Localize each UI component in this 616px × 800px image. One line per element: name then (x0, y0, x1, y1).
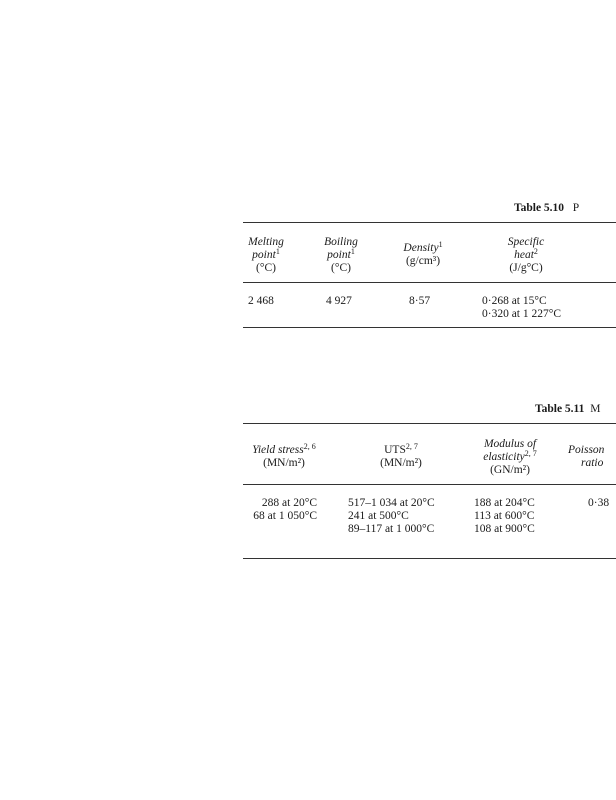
table-5-10-label: Table 5.10 (514, 202, 565, 214)
header-yield-stress (243, 444, 325, 470)
header-specific-line2: heat (514, 249, 534, 261)
header-boiling-line1: Boiling (324, 236, 358, 248)
cell-specific-heat (482, 295, 561, 321)
header-poisson-line2: ratio (581, 457, 604, 469)
header-melting-point (243, 236, 289, 275)
cell-uts-line: 241 at 500°C (348, 510, 409, 522)
header-density-sup: 1 (438, 240, 443, 249)
header-yield-sup: 2, 6 (303, 442, 316, 451)
cell-modulus-line: 108 at 900°C (474, 523, 535, 535)
cell-specific-heat-line: 0·320 at 1 227°C (482, 308, 562, 320)
cell-uts-line: 89–117 at 1 000°C (348, 523, 435, 535)
table-5-11-title: M (590, 403, 601, 415)
header-modulus (474, 438, 546, 477)
header-density-unit: (g/cm³) (405, 255, 441, 267)
cell-modulus-line: 113 at 600°C (474, 510, 535, 522)
header-poisson-line1: Poisson (568, 444, 605, 456)
header-boiling-line2: point (327, 249, 351, 261)
table-5-11-bottom-rule (243, 558, 616, 559)
header-modulus-line1: Modulus of (483, 438, 537, 450)
header-uts (364, 444, 438, 470)
header-specific-unit: (J/g°C) (509, 262, 543, 274)
table-5-10-header-rule (243, 282, 616, 283)
header-uts-sup: 2, 7 (405, 442, 418, 451)
header-modulus-unit: (GN/m²) (490, 464, 530, 476)
header-uts-unit: (MN/m²) (380, 457, 422, 469)
header-melting-sup: 1 (275, 247, 280, 256)
cell-boiling-point: 4 927 (326, 295, 352, 307)
cell-uts-line: 517–1 034 at 20°C (348, 497, 435, 509)
header-boiling-point (318, 236, 364, 275)
table-5-10-bottom-rule (243, 327, 616, 328)
header-specific-line1: Specific (507, 236, 545, 248)
table-5-11-label: Table 5.11 (535, 403, 585, 415)
table-5-11-top-rule (243, 423, 616, 424)
header-modulus-line2: elasticity (483, 451, 525, 463)
header-melting-unit: (°C) (256, 262, 276, 274)
table-5-10-caption (514, 202, 579, 214)
header-modulus-sup: 2, 7 (524, 449, 537, 458)
header-boiling-sup: 1 (350, 247, 355, 256)
header-yield-unit: (MN/m²) (263, 457, 305, 469)
header-specific-heat (496, 236, 556, 275)
header-yield-line1: Yield stress (252, 444, 304, 456)
header-density (393, 242, 453, 268)
cell-modulus (474, 497, 535, 536)
cell-poisson-ratio: 0·38 (588, 497, 610, 509)
table-5-10-top-rule (243, 222, 616, 223)
header-boiling-unit: (°C) (331, 262, 351, 274)
table-5-11-caption (535, 403, 600, 415)
header-poisson-ratio (568, 444, 616, 470)
cell-yield-line: 68 at 1 050°C (253, 510, 317, 522)
header-specific-sup: 2 (533, 247, 538, 256)
header-melting-line2: point (252, 249, 276, 261)
header-uts-line1: UTS (384, 444, 406, 456)
cell-uts (348, 497, 435, 536)
cell-modulus-line: 188 at 204°C (474, 497, 535, 509)
header-melting-line1: Melting (248, 236, 284, 248)
table-5-10-title: P (572, 202, 580, 214)
cell-specific-heat-line: 0·268 at 15°C (482, 295, 547, 307)
header-density-line1: Density (403, 242, 439, 254)
cell-yield-line: 288 at 20°C (261, 497, 317, 509)
table-5-11-header-rule (243, 484, 616, 485)
cell-yield-stress (243, 497, 317, 523)
cell-density: 8·57 (409, 295, 431, 307)
cell-melting-point: 2 468 (248, 295, 274, 307)
